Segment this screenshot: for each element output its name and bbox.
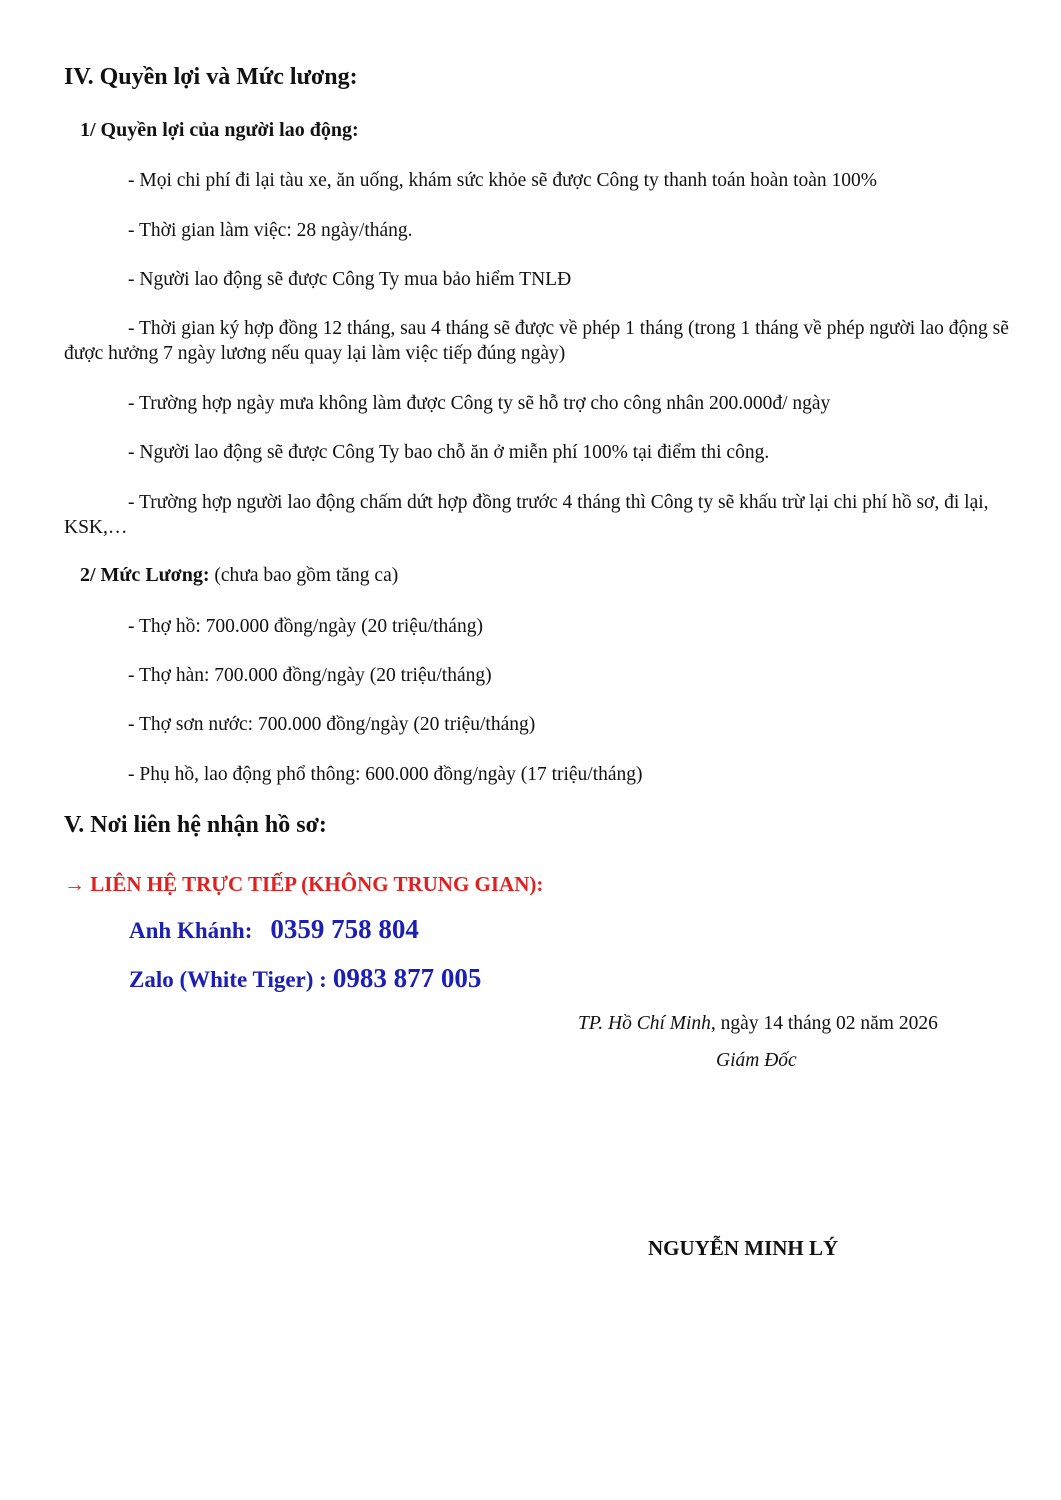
- salary-item: - Thợ hàn: 700.000 đồng/ngày (20 triệu/tháng): [128, 665, 492, 686]
- contact-2-label: Zalo (White Tiger) :: [129, 967, 327, 992]
- salary-heading: [80, 564, 398, 587]
- signature-city: TP. Hồ Chí Minh: [578, 1013, 711, 1034]
- salary-title: 2/ Mức Lương:: [80, 564, 210, 586]
- signature-role: Giám Đốc: [716, 1050, 797, 1071]
- salary-item: - Thợ sơn nước: 700.000 đồng/ngày (20 triệu/tháng): [128, 714, 536, 735]
- salary-note: (chưa bao gồm tăng ca): [209, 565, 399, 586]
- benefit-item: - Mọi chi phí đi lại tàu xe, ăn uống, khám sức khỏe sẽ được Công ty thanh toán hoàn toàn 100%: [128, 170, 878, 191]
- salary-item: - Thợ hồ: 700.000 đồng/ngày (20 triệu/tháng): [128, 616, 483, 637]
- contact-row-1: [129, 914, 419, 945]
- benefits-title: 1/ Quyền lợi của người lao động:: [80, 119, 359, 141]
- benefit-item: - Thời gian làm việc: 28 ngày/tháng.: [128, 220, 413, 241]
- signature-date-line: [578, 1013, 938, 1035]
- benefit-item: - Trường hợp ngày mưa không làm được Công ty sẽ hỗ trợ cho công nhân 200.000đ/ ngày: [128, 393, 831, 414]
- director-name: NGUYỄN MINH LÝ: [648, 1236, 839, 1260]
- benefit-item: - Thời gian ký hợp đồng 12 tháng, sau 4 tháng sẽ được về phép 1 tháng (trong 1 tháng về phép người lao động sẽ được hưởng 7 ngày lương nếu quay lại làm việc tiếp đúng ngày): [64, 318, 1009, 364]
- contact-2-phone: 0983 877 005: [332, 963, 482, 993]
- contact-1-label: Anh Khánh:: [129, 918, 253, 943]
- contact-1-phone: 0359 758 804: [270, 914, 419, 944]
- salary-item: - Phụ hồ, lao động phổ thông: 600.000 đồng/ngày (17 triệu/tháng): [128, 764, 643, 785]
- section-v-title: V. Nơi liên hệ nhận hồ sơ:: [64, 812, 327, 838]
- direct-contact-heading: → LIÊN HỆ TRỰC TIẾP (KHÔNG TRUNG GIAN):: [64, 872, 544, 896]
- signature-date: , ngày 14 tháng 02 năm 2026: [710, 1013, 938, 1034]
- contact-row-2: [129, 963, 481, 994]
- benefit-item: - Người lao động sẽ được Công Ty bao chỗ ăn ở miễn phí 100% tại điểm thi công.: [128, 442, 770, 463]
- benefit-item: - Trường hợp người lao động chấm dứt hợp đồng trước 4 tháng thì Công ty sẽ khấu trừ lại chi phí hồ sơ, đi lại, KSK,…: [64, 492, 989, 538]
- benefit-item: - Người lao động sẽ được Công Ty mua bảo hiểm TNLĐ: [128, 269, 572, 290]
- section-iv-title: IV. Quyền lợi và Mức lương:: [64, 64, 358, 90]
